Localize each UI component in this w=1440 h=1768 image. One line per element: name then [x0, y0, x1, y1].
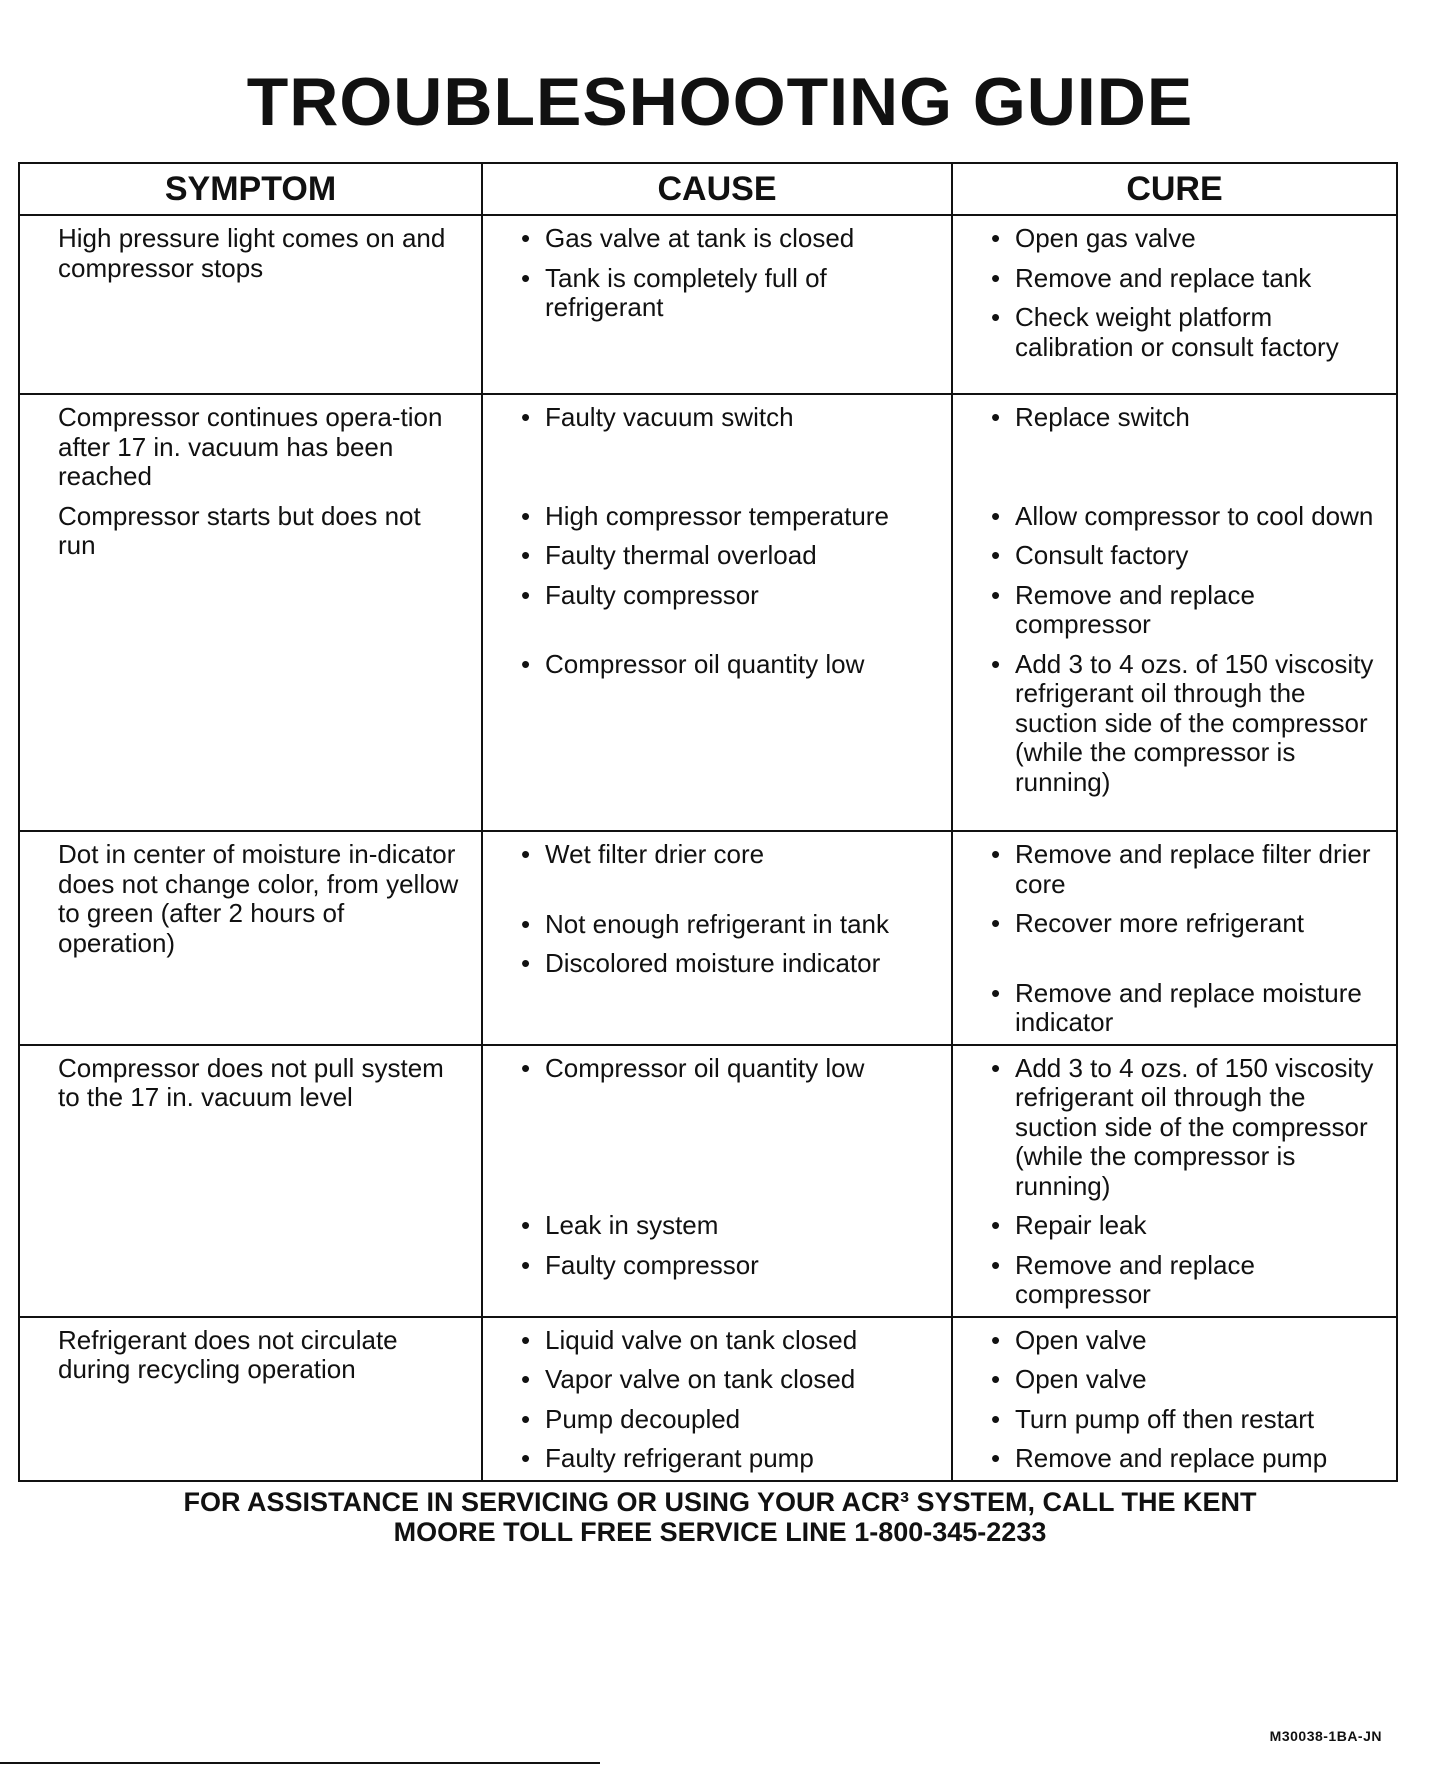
cause-cell [482, 394, 952, 831]
symptom-text: Compressor continues opera-tion after 17 in. vacuum has been reached [58, 402, 443, 491]
cure-item: • Open gas valve [991, 224, 1378, 254]
cure-cell [952, 1045, 1397, 1317]
cause-item: • Leak in system [521, 1211, 933, 1241]
cure-item: • Open valve [991, 1326, 1378, 1356]
cause-cell [482, 1317, 952, 1481]
header-cure: CURE [952, 163, 1397, 215]
cause-cell [482, 831, 952, 1045]
footer-line-1: FOR ASSISTANCE IN SERVICING OR USING YOUR ACR³ SYSTEM, CALL THE KENT [183, 1487, 1257, 1517]
table-row [19, 1045, 1397, 1317]
cure-item: • Remove and replace compressor [991, 581, 1378, 640]
cause-item: • Compressor oil quantity low [521, 650, 933, 680]
table-header-row [19, 163, 1397, 215]
cause-item: • Pump decoupled [521, 1405, 933, 1435]
cause-item: • Faulty vacuum switch [521, 403, 933, 433]
cause-item: • Compressor oil quantity low [521, 1054, 933, 1084]
cure-cell [952, 394, 1397, 831]
table-row [19, 831, 1397, 1045]
cure-item: • Open valve [991, 1365, 1378, 1395]
cause-item: • Faulty compressor [521, 581, 933, 611]
troubleshooting-table [18, 162, 1398, 1482]
header-cause: CAUSE [482, 163, 952, 215]
cure-item: • Repair leak [991, 1211, 1378, 1241]
cure-item: • Remove and replace pump [991, 1444, 1378, 1474]
cure-cell [952, 215, 1397, 394]
cause-item: • Not enough refrigerant in tank [521, 910, 933, 940]
cure-cell [952, 1317, 1397, 1481]
cause-item: • Faulty thermal overload [521, 541, 933, 571]
cure-item: • Remove and replace filter drier core [991, 840, 1378, 899]
cure-item: • Turn pump off then restart [991, 1405, 1378, 1435]
cure-item: • Recover more refrigerant [991, 909, 1378, 939]
cause-item: • Tank is completely full of refrigerant [521, 264, 933, 323]
cause-item: • Wet filter drier core [521, 840, 933, 870]
symptom-cell [19, 831, 482, 1045]
cure-item: • Add 3 to 4 ozs. of 150 viscosity refrigerant oil through the suction side of the compressor (while the compressor is running) [991, 1054, 1378, 1202]
symptom-text: Dot in center of moisture in-dicator does not change color, from yellow to green (after 2 hours of operation) [58, 839, 459, 958]
cure-item: • Remove and replace compressor [991, 1251, 1378, 1310]
symptom-cell [19, 394, 482, 831]
cause-item: • Faulty refrigerant pump [521, 1444, 933, 1474]
cure-item: • Allow compressor to cool down [991, 502, 1378, 532]
assistance-footer [60, 1487, 1380, 1547]
symptom-text: Refrigerant does not circulate during recycling operation [58, 1324, 398, 1384]
table-row [19, 1317, 1397, 1481]
symptom-cell [19, 1317, 482, 1481]
cause-cell [482, 1045, 952, 1317]
cure-cell [952, 831, 1397, 1045]
cure-item: • Consult factory [991, 541, 1378, 571]
cure-item: • Remove and replace moisture indicator [991, 979, 1378, 1038]
cause-item: • Faulty compressor [521, 1251, 933, 1281]
cause-item: • Discolored moisture indicator [521, 949, 933, 979]
bottom-rule [0, 1762, 600, 1764]
page-title: TROUBLESHOOTING GUIDE [246, 64, 1194, 140]
cure-item: • Replace switch [991, 403, 1378, 433]
cause-item: • Liquid valve on tank closed [521, 1326, 933, 1356]
cure-item: • Remove and replace tank [991, 264, 1378, 294]
symptom-cell [19, 215, 482, 394]
cause-item: • Vapor valve on tank closed [521, 1365, 933, 1395]
footer-line-2: MOORE TOLL FREE SERVICE LINE 1-800-345-2233 [393, 1517, 1047, 1547]
table-row [19, 215, 1397, 394]
header-symptom: SYMPTOM [19, 163, 482, 215]
symptom-text: Compressor starts but does not run [58, 500, 421, 560]
document-code: M30038-1BA-JN [1269, 1728, 1382, 1744]
symptom-text: High pressure light comes on and compressor stops [58, 223, 446, 283]
cause-item: • Gas valve at tank is closed [521, 224, 933, 254]
cause-cell [482, 215, 952, 394]
symptom-cell [19, 1045, 482, 1317]
cure-item: • Check weight platform calibration or consult factory [991, 303, 1378, 362]
symptom-text: Compressor does not pull system to the 17 in. vacuum level [58, 1052, 444, 1112]
table-row [19, 394, 1397, 831]
cause-item: • High compressor temperature [521, 502, 933, 532]
cure-item: • Add 3 to 4 ozs. of 150 viscosity refrigerant oil through the suction side of the compressor (while the compressor is running) [991, 650, 1378, 798]
